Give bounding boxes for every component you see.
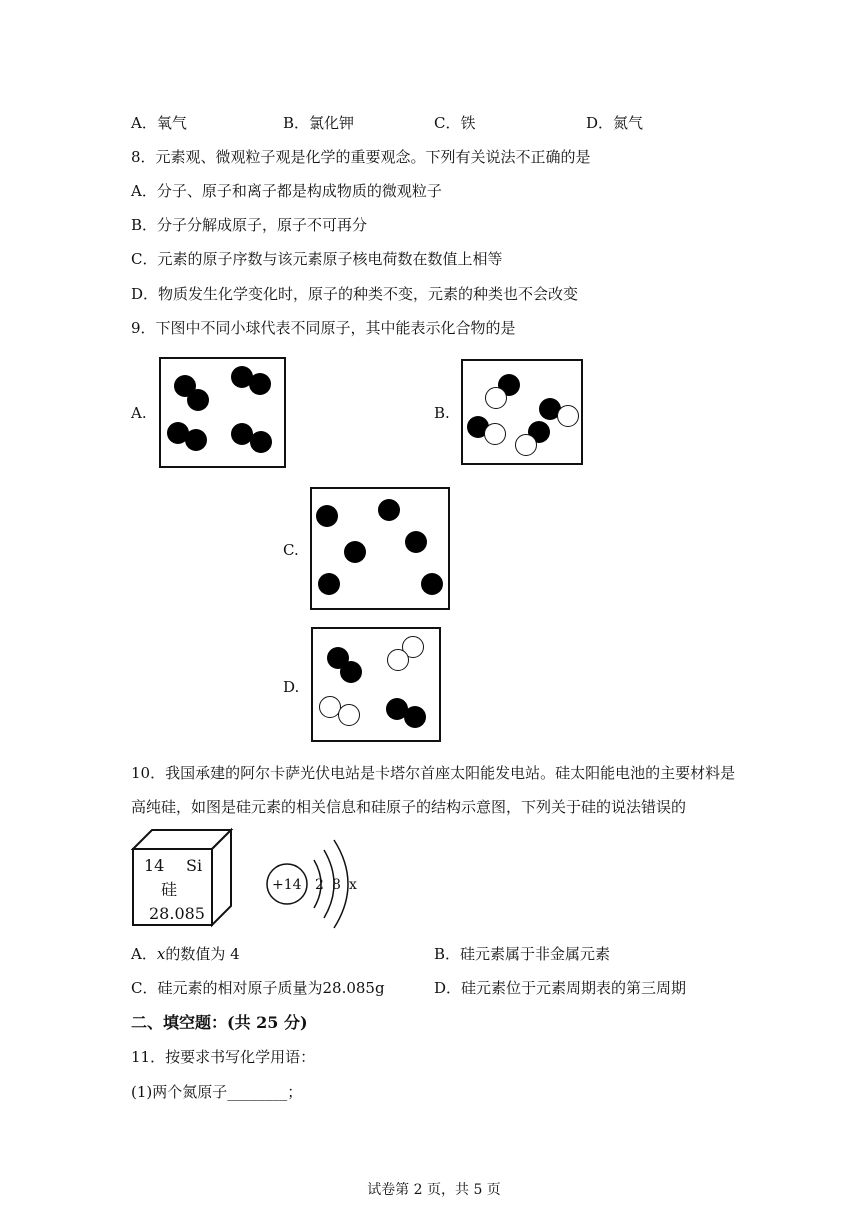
- q10-option-a-var: x: [156, 945, 166, 963]
- atom-black: [187, 389, 209, 411]
- q10-stem-line1: 10．我国承建的阿尔卡萨光伏电站是卡塔尔首座太阳能发电站。硅太阳能电池的主要材料是: [131, 764, 736, 782]
- atom-black: [344, 541, 366, 563]
- q8-stem: 8．元素观、微观粒子观是化学的重要观念。下列有关说法不正确的是: [131, 148, 591, 166]
- q9-label-b: B.: [434, 404, 450, 422]
- q10-option-a-text: 的数值为 4: [165, 945, 240, 963]
- element-name: 硅: [161, 880, 178, 899]
- q9-stem: 9．下图中不同小球代表不同原子，其中能表示化合物的是: [131, 319, 516, 337]
- q9-diagram-b: [461, 359, 583, 465]
- q8-option-c: C．元素的原子序数与该元素原子核电荷数在数值上相等: [131, 250, 503, 268]
- atom-white: [338, 704, 360, 726]
- atom-white: [484, 423, 506, 445]
- element-symbol: Si: [186, 856, 203, 875]
- atom-black: [318, 573, 340, 595]
- atom-black: [185, 429, 207, 451]
- q9-label-c: C.: [283, 541, 299, 559]
- atom-shell-1: 2: [315, 877, 324, 893]
- element-mass: 28.085: [149, 904, 205, 923]
- q7-option-c: C．铁: [434, 114, 476, 132]
- q8-option-b: B．分子分解成原子，原子不可再分: [131, 216, 368, 234]
- q11-item-1: (1)两个氮原子________；: [131, 1083, 303, 1101]
- atom-white: [515, 434, 537, 456]
- q10-option-c: C．硅元素的相对原子质量为28.085g: [131, 979, 385, 997]
- q10-option-d: D．硅元素位于元素周期表的第三周期: [434, 979, 687, 997]
- q9-diagram-a: [159, 357, 286, 468]
- atom-black: [340, 661, 362, 683]
- atom-shell-2: 8: [332, 877, 341, 893]
- q10-option-b: B．硅元素属于非金属元素: [434, 945, 611, 963]
- element-number: 14: [144, 856, 165, 875]
- section-heading: 二、填空题：(共 25 分): [131, 1013, 308, 1032]
- atom-black: [249, 373, 271, 395]
- atom-white: [557, 405, 579, 427]
- q7-option-a: A．氧气: [131, 114, 187, 132]
- atom-black: [421, 573, 443, 595]
- atom-black: [404, 706, 426, 728]
- q9-diagram-c: [310, 487, 450, 610]
- q7-option-d: D．氮气: [586, 114, 644, 132]
- atom-white: [485, 387, 507, 409]
- atom-black: [405, 531, 427, 553]
- q10-stem-line2: 高纯硅，如图是硅元素的相关信息和硅原子的结构示意图，下列关于硅的说法错误的: [131, 798, 687, 816]
- q9-diagram-d: [311, 627, 441, 742]
- q10-option-a-prefix: A．: [131, 945, 157, 963]
- atom-shell-3: x: [349, 877, 357, 893]
- atom-black: [250, 431, 272, 453]
- page-footer: 试卷第 2 页，共 5 页: [367, 1182, 501, 1198]
- q7-option-b: B．氯化钾: [283, 114, 355, 132]
- q8-option-a: A．分子、原子和离子都是构成物质的微观粒子: [131, 182, 442, 200]
- atom-white: [387, 649, 409, 671]
- atom-nucleus: +14: [272, 877, 302, 893]
- q9-label-a: A.: [131, 404, 147, 422]
- atom-black: [316, 505, 338, 527]
- q9-label-d: D.: [283, 678, 300, 696]
- q11-stem: 11．按要求书写化学用语：: [131, 1048, 316, 1066]
- q10-option-a: [131, 944, 240, 964]
- atom-black: [378, 499, 400, 521]
- q8-option-d: D．物质发生化学变化时，原子的种类不变，元素的种类也不会改变: [131, 285, 579, 303]
